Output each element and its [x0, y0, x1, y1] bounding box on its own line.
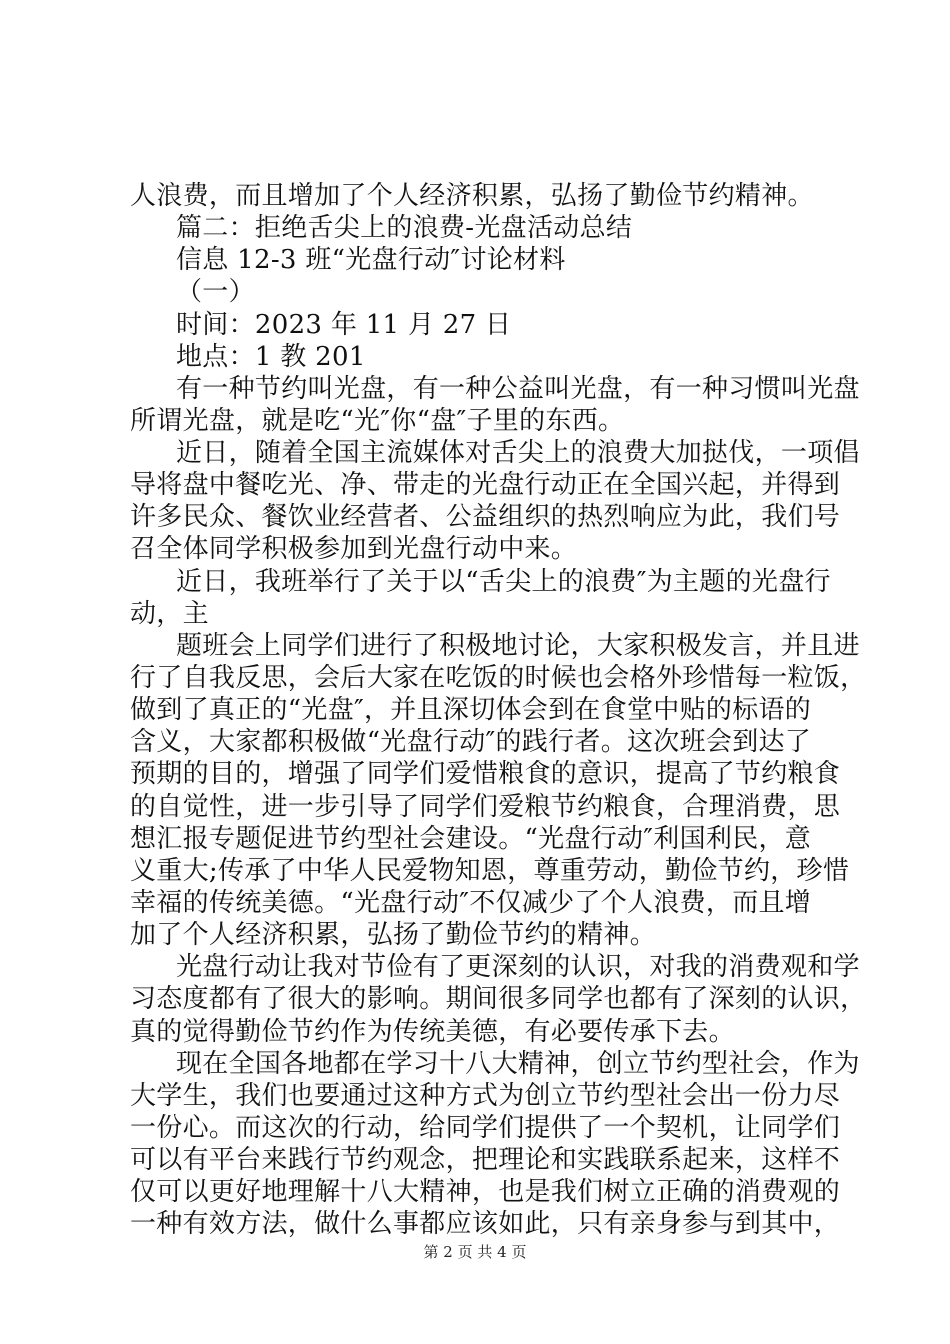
- section-number: （一）: [176, 277, 255, 307]
- meeting-time: 时间：2023 年 11 月 27 日: [176, 310, 512, 340]
- text-line: 仅可以更好地理解十八大精神，也是我们树立正确的消费观的: [130, 1177, 841, 1207]
- text-line: 含义，大家都积极做“光盘行动″的践行者。这次班会到达了: [130, 727, 812, 757]
- text-line: 预期的目的，增强了同学们爱惜粮食的意识，提高了节约粮食: [130, 759, 841, 789]
- text-line: 现在全国各地都在学习十八大精神，创立节约型社会，作为: [176, 1049, 860, 1079]
- text-line: 所谓光盘，就是吃“光″你“盘″子里的东西。: [130, 406, 625, 436]
- text-line: 真的觉得勤俭节约作为传统美德，有必要传承下去。: [130, 1017, 735, 1047]
- text-line: 许多民众、餐饮业经营者、公益组织的热烈响应为此，我们号: [130, 502, 841, 532]
- text-line: 近日，随着全国主流媒体对舌尖上的浪费大加挞伐，一项倡: [176, 438, 860, 468]
- text-line: 光盘行动让我对节俭有了更深刻的认识，对我的消费观和学: [176, 952, 860, 982]
- text-line: 想汇报专题促进节约型社会建设。“光盘行动″利国利民，意: [130, 824, 812, 854]
- text-line: 召全体同学积极参加到光盘行动中来。: [130, 534, 578, 564]
- text-line: 有一种节约叫光盘，有一种公益叫光盘，有一种习惯叫光盘: [176, 374, 860, 404]
- text-line: 导将盘中餐吃光、净、带走的光盘行动正在全国兴起，并得到: [130, 470, 841, 500]
- text-line: 可以有平台来践行节约观念，把理论和实践联系起来，这样不: [130, 1145, 841, 1175]
- text-line: 人浪费，而且增加了个人经济积累，弘扬了勤俭节约精神。: [130, 181, 814, 211]
- text-line: 动，主: [130, 599, 209, 629]
- text-line: 幸福的传统美德。“光盘行动″不仅减少了个人浪费，而且增: [130, 888, 812, 918]
- page-number-footer: 第 2 页 共 4 页: [423, 1243, 527, 1261]
- text-line: 一份心。而这次的行动，给同学们提供了一个契机，让同学们: [130, 1113, 841, 1143]
- text-line: 的自觉性，进一步引导了同学们爱粮节约粮食，合理消费，思: [130, 792, 841, 822]
- document-subtitle: 信息 12-3 班“光盘行动″讨论材料: [176, 245, 566, 275]
- text-line: 题班会上同学们进行了积极地讨论，大家积极发言，并且进: [176, 631, 860, 661]
- section-heading: 篇二：拒绝舌尖上的浪费-光盘活动总结: [176, 213, 633, 243]
- text-line: 加了个人经济积累，弘扬了勤俭节约的精神。: [130, 920, 657, 950]
- text-line: 大学生，我们也要通过这种方式为创立节约型社会出一份力尽: [130, 1081, 841, 1111]
- meeting-location: 地点：1 教 201: [176, 342, 366, 372]
- text-line: 近日，我班举行了关于以“舌尖上的浪费″为主题的光盘行: [176, 567, 831, 597]
- text-line: 一种有效方法，做什么事都应该如此，只有亲身参与到其中，: [130, 1209, 841, 1239]
- text-line: 做到了真正的“光盘″，并且深切体会到在食堂中贴的标语的: [130, 695, 812, 725]
- text-line: 义重大;传承了中华人民爱物知恩，尊重劳动，勤俭节约，珍惜: [130, 856, 850, 886]
- text-line: 习态度都有了很大的影响。期间很多同学也都有了深刻的认识，: [130, 984, 867, 1014]
- text-line: 行了自我反思，会后大家在吃饭的时候也会格外珍惜每一粒饭，: [130, 663, 867, 693]
